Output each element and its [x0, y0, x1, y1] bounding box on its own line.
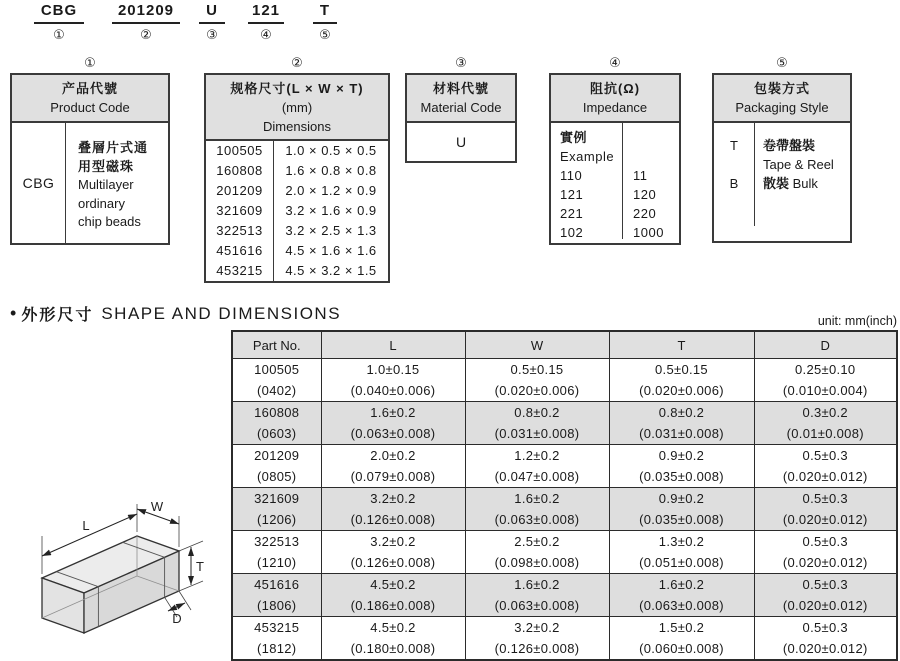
part-code: (1812)	[257, 641, 297, 656]
cell-d	[754, 359, 897, 402]
unit-label: unit: mm(inch)	[817, 314, 897, 328]
value-mm: 2.0±0.2	[370, 448, 416, 463]
dimension-row	[206, 161, 388, 181]
table-row	[232, 402, 897, 445]
part-number: 100505	[254, 362, 300, 377]
value-mm: 0.5±0.15	[655, 362, 708, 377]
value-mm: 1.2±0.2	[514, 448, 560, 463]
product-desc-line: chip beads	[78, 214, 141, 229]
part-number-segment-packaging	[313, 3, 337, 43]
cell-l	[321, 574, 465, 617]
value-inch: (0.020±0.012)	[782, 598, 868, 613]
impedance-value	[622, 128, 633, 147]
part-number: 160808	[254, 405, 300, 420]
part-number-value: CBG	[34, 3, 84, 24]
col-header-l: L	[321, 331, 465, 359]
cell-d	[754, 488, 897, 531]
dimension-row	[206, 261, 388, 281]
value-mm: 1.6±0.2	[514, 577, 560, 592]
cell-part	[232, 445, 321, 488]
table-header-row	[232, 331, 897, 359]
box-title-unit: (mm)	[281, 99, 313, 115]
value-inch: (0.010±0.004)	[782, 383, 868, 398]
material-code-value: U	[455, 134, 467, 150]
part-number: 453215	[254, 620, 300, 635]
table-row	[232, 531, 897, 574]
box-title-zh: 阻抗(Ω)	[589, 81, 641, 96]
value-mm: 1.0±0.15	[366, 362, 420, 377]
value-mm: 1.6±0.2	[370, 405, 416, 420]
impedance-code: 221	[560, 206, 584, 221]
cell-w	[465, 359, 609, 402]
value-inch: (0.035±0.008)	[639, 469, 724, 484]
box-mark-1: ①	[84, 55, 96, 70]
value-inch: (0.079±0.008)	[350, 469, 436, 484]
size-value: 4.5 × 1.6 × 1.6	[285, 243, 377, 258]
col-header-w: W	[465, 331, 609, 359]
value-inch: (0.126±0.008)	[350, 555, 436, 570]
value-mm: 3.2±0.2	[370, 534, 416, 549]
cell-d	[754, 402, 897, 445]
table-row	[232, 488, 897, 531]
col-header-t: T	[609, 331, 754, 359]
value-inch: (0.020±0.012)	[782, 555, 868, 570]
cell-d	[754, 574, 897, 617]
circled-number-5: ⑤	[319, 27, 331, 42]
size-value: 1.6 × 0.8 × 0.8	[285, 163, 377, 178]
value-inch: (0.040±0.006)	[350, 383, 436, 398]
col-header-part-no: Part No.	[232, 331, 321, 359]
cell-t	[609, 445, 754, 488]
part-code: (1206)	[257, 512, 297, 527]
section-title-zh: 外形尺寸	[21, 307, 94, 324]
table-row	[232, 574, 897, 617]
product-desc-line: 用型磁珠	[78, 158, 135, 174]
value-mm: 3.2±0.2	[370, 491, 416, 506]
impedance-value: 220	[633, 206, 657, 221]
dimensions-box	[204, 73, 390, 283]
value-inch: (0.031±0.008)	[494, 426, 580, 441]
shape-dimensions-table	[231, 330, 898, 661]
cell-t	[609, 359, 754, 402]
part-number-segment-size	[112, 3, 180, 43]
impedance-row	[551, 147, 679, 166]
value-inch: (0.126±0.008)	[494, 641, 580, 656]
column-divider	[622, 123, 623, 239]
packaging-b-zh: 散裝	[763, 176, 790, 191]
value-inch: (0.060±0.008)	[639, 641, 724, 656]
part-number-value: T	[313, 3, 337, 24]
size-value: 2.0 × 1.2 × 0.9	[285, 183, 377, 198]
cell-t	[609, 617, 754, 661]
value-mm: 0.9±0.2	[658, 491, 705, 506]
value-inch: (0.047±0.008)	[494, 469, 580, 484]
part-number-value: U	[199, 3, 225, 24]
value-mm: 0.5±0.3	[802, 448, 848, 463]
part-number-segment-product	[34, 3, 84, 43]
box-title-zh: 材料代號	[432, 81, 489, 96]
cell-l	[321, 359, 465, 402]
column-divider	[754, 123, 755, 226]
value-inch: (0.063±0.008)	[494, 512, 580, 527]
impedance-code: 121	[560, 187, 584, 202]
part-number: 321609	[254, 491, 300, 506]
impedance-value	[622, 147, 633, 166]
packaging-box	[712, 73, 852, 243]
value-mm: 0.5±0.3	[802, 620, 848, 635]
circled-number-3: ③	[206, 27, 218, 42]
part-number: 451616	[254, 577, 300, 592]
box-title-zh: 规格尺寸(L × W × T)	[230, 80, 364, 96]
value-inch: (0.01±0.008)	[786, 426, 864, 441]
part-number: 201209	[254, 448, 300, 463]
value-mm: 2.5±0.2	[514, 534, 560, 549]
part-number-segment-impedance	[248, 3, 284, 43]
impedance-code: 102	[560, 225, 584, 240]
impedance-code: Example	[560, 149, 615, 164]
size-code: 321609	[206, 201, 274, 221]
value-mm: 1.3±0.2	[658, 534, 705, 549]
value-mm: 1.5±0.2	[658, 620, 705, 635]
packaging-bulk	[754, 174, 850, 193]
section-heading	[10, 302, 341, 325]
chip-bead-isometric-drawing	[0, 478, 230, 661]
value-mm: 0.5±0.3	[802, 534, 848, 549]
impedance-box-header	[551, 75, 679, 123]
product-desc-line: Multilayer	[78, 177, 134, 192]
dimensions-box-header	[206, 75, 388, 141]
size-value: 3.2 × 2.5 × 1.3	[285, 223, 377, 238]
value-mm: 0.3±0.2	[802, 405, 848, 420]
cell-w	[465, 617, 609, 661]
value-inch: (0.063±0.008)	[494, 598, 580, 613]
box-title-en: Product Code	[50, 100, 130, 115]
value-inch: (0.020±0.012)	[782, 469, 868, 484]
circled-number-4: ④	[260, 27, 272, 42]
impedance-row	[551, 185, 679, 204]
value-inch: (0.031±0.008)	[639, 426, 724, 441]
impedance-code: 110	[560, 168, 583, 183]
size-code: 322513	[206, 221, 274, 241]
value-mm: 0.5±0.3	[802, 491, 848, 506]
impedance-value: 11	[633, 168, 648, 183]
col-header-d: D	[754, 331, 897, 359]
cell-part	[232, 359, 321, 402]
bullet-icon: •	[10, 303, 17, 323]
impedance-value: 1000	[633, 225, 664, 240]
value-mm: 0.5±0.3	[802, 577, 848, 592]
cell-t	[609, 531, 754, 574]
cell-w	[465, 445, 609, 488]
value-mm: 0.5±0.15	[510, 362, 564, 377]
box-title-en: Packaging Style	[735, 100, 829, 115]
cell-l	[321, 488, 465, 531]
impedance-row	[551, 204, 679, 223]
packaging-b-en: Bulk	[792, 176, 818, 191]
impedance-value: 120	[633, 187, 657, 202]
value-inch: (0.098±0.008)	[494, 555, 580, 570]
material-code-box	[405, 73, 517, 163]
product-desc-line: ordinary	[78, 195, 125, 211]
dimension-row	[206, 201, 388, 221]
packaging-t-zh: 卷帶盤裝	[763, 138, 816, 153]
box-mark-2: ②	[291, 55, 303, 70]
packaging-t-en: Tape & Reel	[763, 157, 834, 172]
part-number: 322513	[254, 534, 300, 549]
value-mm: 1.6±0.2	[514, 491, 560, 506]
part-code: (1806)	[257, 598, 297, 613]
value-inch: (0.020±0.012)	[782, 512, 868, 527]
size-code: 160808	[206, 161, 274, 181]
table-row	[232, 617, 897, 661]
packaging-tape-reel	[754, 136, 850, 174]
size-value: 1.0 × 0.5 × 0.5	[285, 143, 377, 158]
box-title-en: Dimensions	[263, 118, 331, 134]
value-inch: (0.126±0.008)	[350, 512, 436, 527]
dimension-row	[206, 141, 388, 161]
product-description	[66, 123, 168, 243]
dimension-label-l: L	[82, 518, 90, 533]
cell-t	[609, 488, 754, 531]
product-code-box-body	[12, 123, 168, 243]
cell-part	[232, 574, 321, 617]
product-code-box-header	[12, 75, 168, 123]
cell-w	[465, 488, 609, 531]
product-code-value: CBG	[12, 123, 66, 243]
part-code: (0805)	[257, 469, 297, 484]
value-inch: (0.051±0.008)	[639, 555, 724, 570]
value-inch: (0.020±0.006)	[494, 383, 580, 398]
size-value: 3.2 × 1.6 × 0.9	[285, 203, 377, 218]
cell-part	[232, 617, 321, 661]
dimension-row	[206, 221, 388, 241]
box-title-zh: 产品代號	[61, 81, 118, 96]
cell-t	[609, 402, 754, 445]
packaging-box-body	[714, 123, 850, 226]
value-inch: (0.186±0.008)	[350, 598, 436, 613]
cell-d	[754, 617, 897, 661]
value-mm: 4.5±0.2	[370, 577, 416, 592]
impedance-row	[551, 223, 679, 242]
product-code-box	[10, 73, 170, 245]
cell-w	[465, 531, 609, 574]
impedance-row	[551, 128, 679, 147]
table-row	[232, 359, 897, 402]
value-mm: 0.8±0.2	[514, 405, 560, 420]
value-inch: (0.020±0.012)	[782, 641, 868, 656]
part-number-value: 121	[248, 3, 284, 24]
value-inch: (0.035±0.008)	[639, 512, 724, 527]
cell-l	[321, 617, 465, 661]
packaging-box-header	[714, 75, 850, 123]
value-mm: 1.6±0.2	[658, 577, 705, 592]
box-mark-5: ⑤	[776, 55, 788, 70]
part-number-value: 201209	[112, 3, 180, 24]
part-code: (0402)	[257, 383, 297, 398]
dimension-label-w: W	[150, 499, 164, 514]
cell-t	[609, 574, 754, 617]
part-code: (0603)	[257, 426, 297, 441]
value-inch: (0.180±0.008)	[350, 641, 436, 656]
value-inch: (0.063±0.008)	[350, 426, 436, 441]
size-code: 100505	[206, 141, 274, 161]
impedance-code: 實例	[560, 130, 588, 145]
size-value: 4.5 × 3.2 × 1.5	[285, 263, 377, 278]
section-title-en: SHAPE AND DIMENSIONS	[101, 303, 342, 323]
dimension-label-t: T	[196, 559, 204, 574]
cell-l	[321, 402, 465, 445]
cell-w	[465, 402, 609, 445]
dimension-row	[206, 181, 388, 201]
circled-number-1: ①	[53, 27, 65, 42]
table-row	[232, 445, 897, 488]
product-desc-line: 叠層片式通	[78, 140, 149, 155]
value-mm: 3.2±0.2	[514, 620, 560, 635]
cell-l	[321, 531, 465, 574]
cell-d	[754, 531, 897, 574]
packaging-code-t: T	[730, 138, 738, 153]
circled-number-2: ②	[140, 27, 152, 42]
material-code-box-header	[407, 75, 515, 123]
box-mark-3: ③	[455, 55, 467, 70]
dimension-label-d: D	[172, 611, 182, 626]
value-mm: 0.8±0.2	[658, 405, 705, 420]
value-inch: (0.020±0.006)	[639, 383, 724, 398]
dimension-row	[206, 241, 388, 261]
dimensions-box-body	[206, 141, 388, 281]
part-code: (1210)	[257, 555, 297, 570]
box-title-zh: 包裝方式	[753, 81, 810, 96]
size-code: 451616	[206, 241, 274, 261]
box-mark-4: ④	[609, 55, 621, 70]
box-title-en: Material Code	[420, 100, 502, 115]
value-mm: 4.5±0.2	[370, 620, 416, 635]
value-mm: 0.25±0.10	[795, 362, 856, 377]
cell-part	[232, 488, 321, 531]
impedance-row	[551, 166, 679, 185]
value-inch: (0.063±0.008)	[639, 598, 724, 613]
box-title-en: Impedance	[582, 100, 648, 115]
cell-part	[232, 531, 321, 574]
size-code: 453215	[206, 261, 274, 281]
impedance-box-body	[551, 123, 679, 240]
cell-w	[465, 574, 609, 617]
size-code: 201209	[206, 181, 274, 201]
part-number-segment-material	[199, 3, 225, 43]
cell-d	[754, 445, 897, 488]
packaging-code-b: B	[729, 176, 739, 191]
cell-l	[321, 445, 465, 488]
impedance-box	[549, 73, 681, 245]
cell-part	[232, 402, 321, 445]
value-mm: 0.9±0.2	[658, 448, 705, 463]
